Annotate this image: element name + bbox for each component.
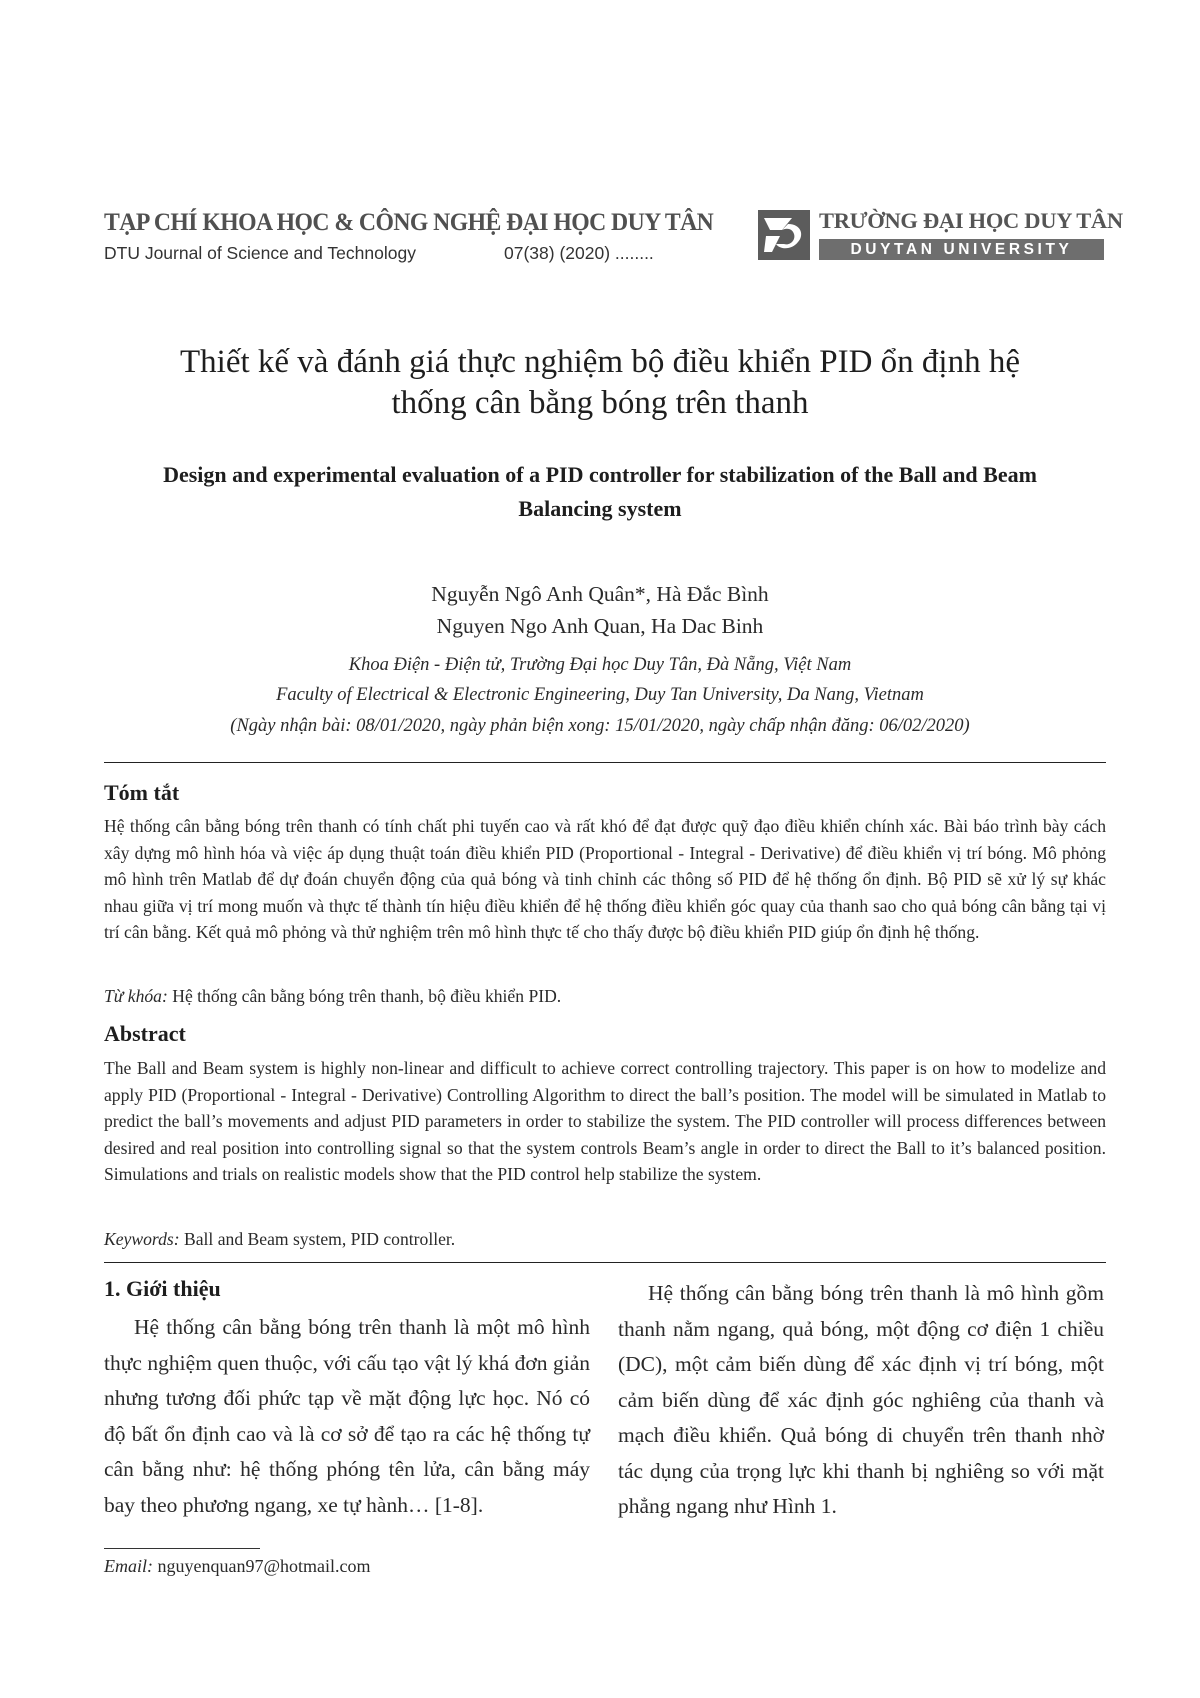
abstract-keywords	[104, 1229, 1106, 1250]
abstract-heading: Abstract	[104, 1021, 186, 1046]
footnote-divider	[104, 1548, 260, 1549]
authors-vn: Nguyễn Ngô Anh Quân*, Hà Đắc Bình	[431, 582, 769, 606]
summary-heading: Tóm tắt	[104, 780, 180, 805]
bottom-divider	[104, 1262, 1106, 1263]
journal-title: TẠP CHÍ KHOA HỌC & CÔNG NGHỆ ĐẠI HỌC DUY TÂN	[104, 207, 714, 236]
journal-subtitle: DTU Journal of Science and Technology	[104, 243, 416, 263]
intro-left-column	[104, 1310, 590, 1523]
summary-keywords	[104, 986, 1106, 1007]
authors	[0, 578, 1200, 642]
top-divider	[104, 762, 1106, 763]
submission-dates: (Ngày nhận bài: 08/01/2020, ngày phản biện xong: 15/01/2020, ngày chấp nhận đăng: 06/02/2020)	[230, 716, 970, 736]
intro-heading: 1. Giới thiệu	[104, 1276, 221, 1301]
paper-title-en-text: Design and experimental evaluation of a PID controller for stabilization of the Ball and Beam Balancing system	[163, 462, 1037, 521]
issue-number: 07(38) (2020) ........	[504, 243, 654, 263]
affiliation-en: Faculty of Electrical & Electronic Engineering, Duy Tan University, Da Nang, Vietnam	[276, 685, 924, 705]
abstract-keywords-label: Keywords:	[104, 1229, 180, 1249]
summary-keywords-text: Hệ thống cân bằng bóng trên thanh, bộ điều khiển PID.	[172, 986, 562, 1006]
affiliation	[0, 650, 1200, 710]
footnote	[104, 1556, 371, 1577]
intro-right-column	[618, 1276, 1104, 1525]
paper-title-vn	[0, 342, 1200, 424]
abstract-body: The Ball and Beam system is highly non-linear and difficult to achieve correct controlling trajectory. This paper is on how to modelize and apply PID (Proportional - Integral - Derivative) Controlling Algorithm to direct the ball’s position. The model will be simulated in Matlab to predict the ball’s movements and adjust PID parameters in order to stabilize the system. The PID controller will process differences between desired and real position into controlling signal so that the system controls Beam’s angle in order to direct the Ball to it’s balanced position. Simulations and trials on realistic models show that the PID control help stabilize the system.	[104, 1058, 1106, 1184]
footnote-email[interactable]: nguyenquan97@hotmail.com	[157, 1556, 371, 1576]
paper-title-en	[0, 458, 1200, 526]
intro-right-text: Hệ thống cân bằng bóng trên thanh là mô hình gồm thanh nằm ngang, quả bóng, một động cơ điện 1 chiều (DC), một cảm biến dùng để xác định vị trí bóng, một cảm biến dùng để xác định góc nghiêng của thanh và mạch điều khiển. Quả bóng di chuyển trên thanh nhờ tác dụng của trọng lực khi thanh bị nghiêng so với mặt phẳng ngang như Hình 1.	[618, 1281, 1104, 1518]
authors-en: Nguyen Ngo Anh Quan, Ha Dac Binh	[436, 614, 764, 638]
university-name-en: DUYTAN UNIVERSITY	[819, 239, 1104, 260]
abstract-keywords-text: Ball and Beam system, PID controller.	[184, 1229, 456, 1249]
footnote-label: Email:	[104, 1556, 153, 1576]
university-logo-icon	[758, 210, 810, 260]
paper-title-vn-text: Thiết kế và đánh giá thực nghiệm bộ điều khiển PID ổn định hệ thống cân bằng bóng trên thanh	[180, 344, 1020, 421]
intro-left-text: Hệ thống cân bằng bóng trên thanh là một mô hình thực nghiệm quen thuộc, với cấu tạo vật lý khá đơn giản nhưng tương đối phức tạp về mặt động lực học. Nó có độ bất ổn định cao và là cơ sở để tạo ra các hệ thống tự cân bằng như: hệ thống phóng tên lửa, cân bằng máy bay theo phương ngang, xe tự hành… [1-8].	[104, 1315, 590, 1517]
summary-keywords-label: Từ khóa:	[104, 986, 168, 1006]
summary-body: Hệ thống cân bằng bóng trên thanh có tính chất phi tuyến cao và rất khó để đạt được quỹ đạo điều khiển chính xác. Bài báo trình bày cách xây dựng mô hình hóa và việc áp dụng thuật toán điều khiển PID (Proportional - Integral - Derivative) để điều khiển vị trí bóng. Mô phỏng mô hình trên Matlab để dự đoán chuyển động của quả bóng và tinh chỉnh các thông số PID để hệ thống ổn định. Bộ PID sẽ xử lý sự khác nhau giữa vị trí mong muốn và thực tế thành tín hiệu điều khiển để hệ thống điều khiển góc quay của thanh sao cho quả bóng cân bằng tại vị trí cân bằng. Kết quả mô phỏng và thử nghiệm trên mô hình thực tế cho thấy được bộ điều khiển PID giúp ổn định hệ thống.	[104, 816, 1106, 942]
affiliation-vn: Khoa Điện - Điện tử, Trường Đại học Duy Tân, Đà Nẵng, Việt Nam	[348, 655, 852, 675]
university-name-vn: TRƯỜNG ĐẠI HỌC DUY TÂN	[819, 208, 1123, 233]
